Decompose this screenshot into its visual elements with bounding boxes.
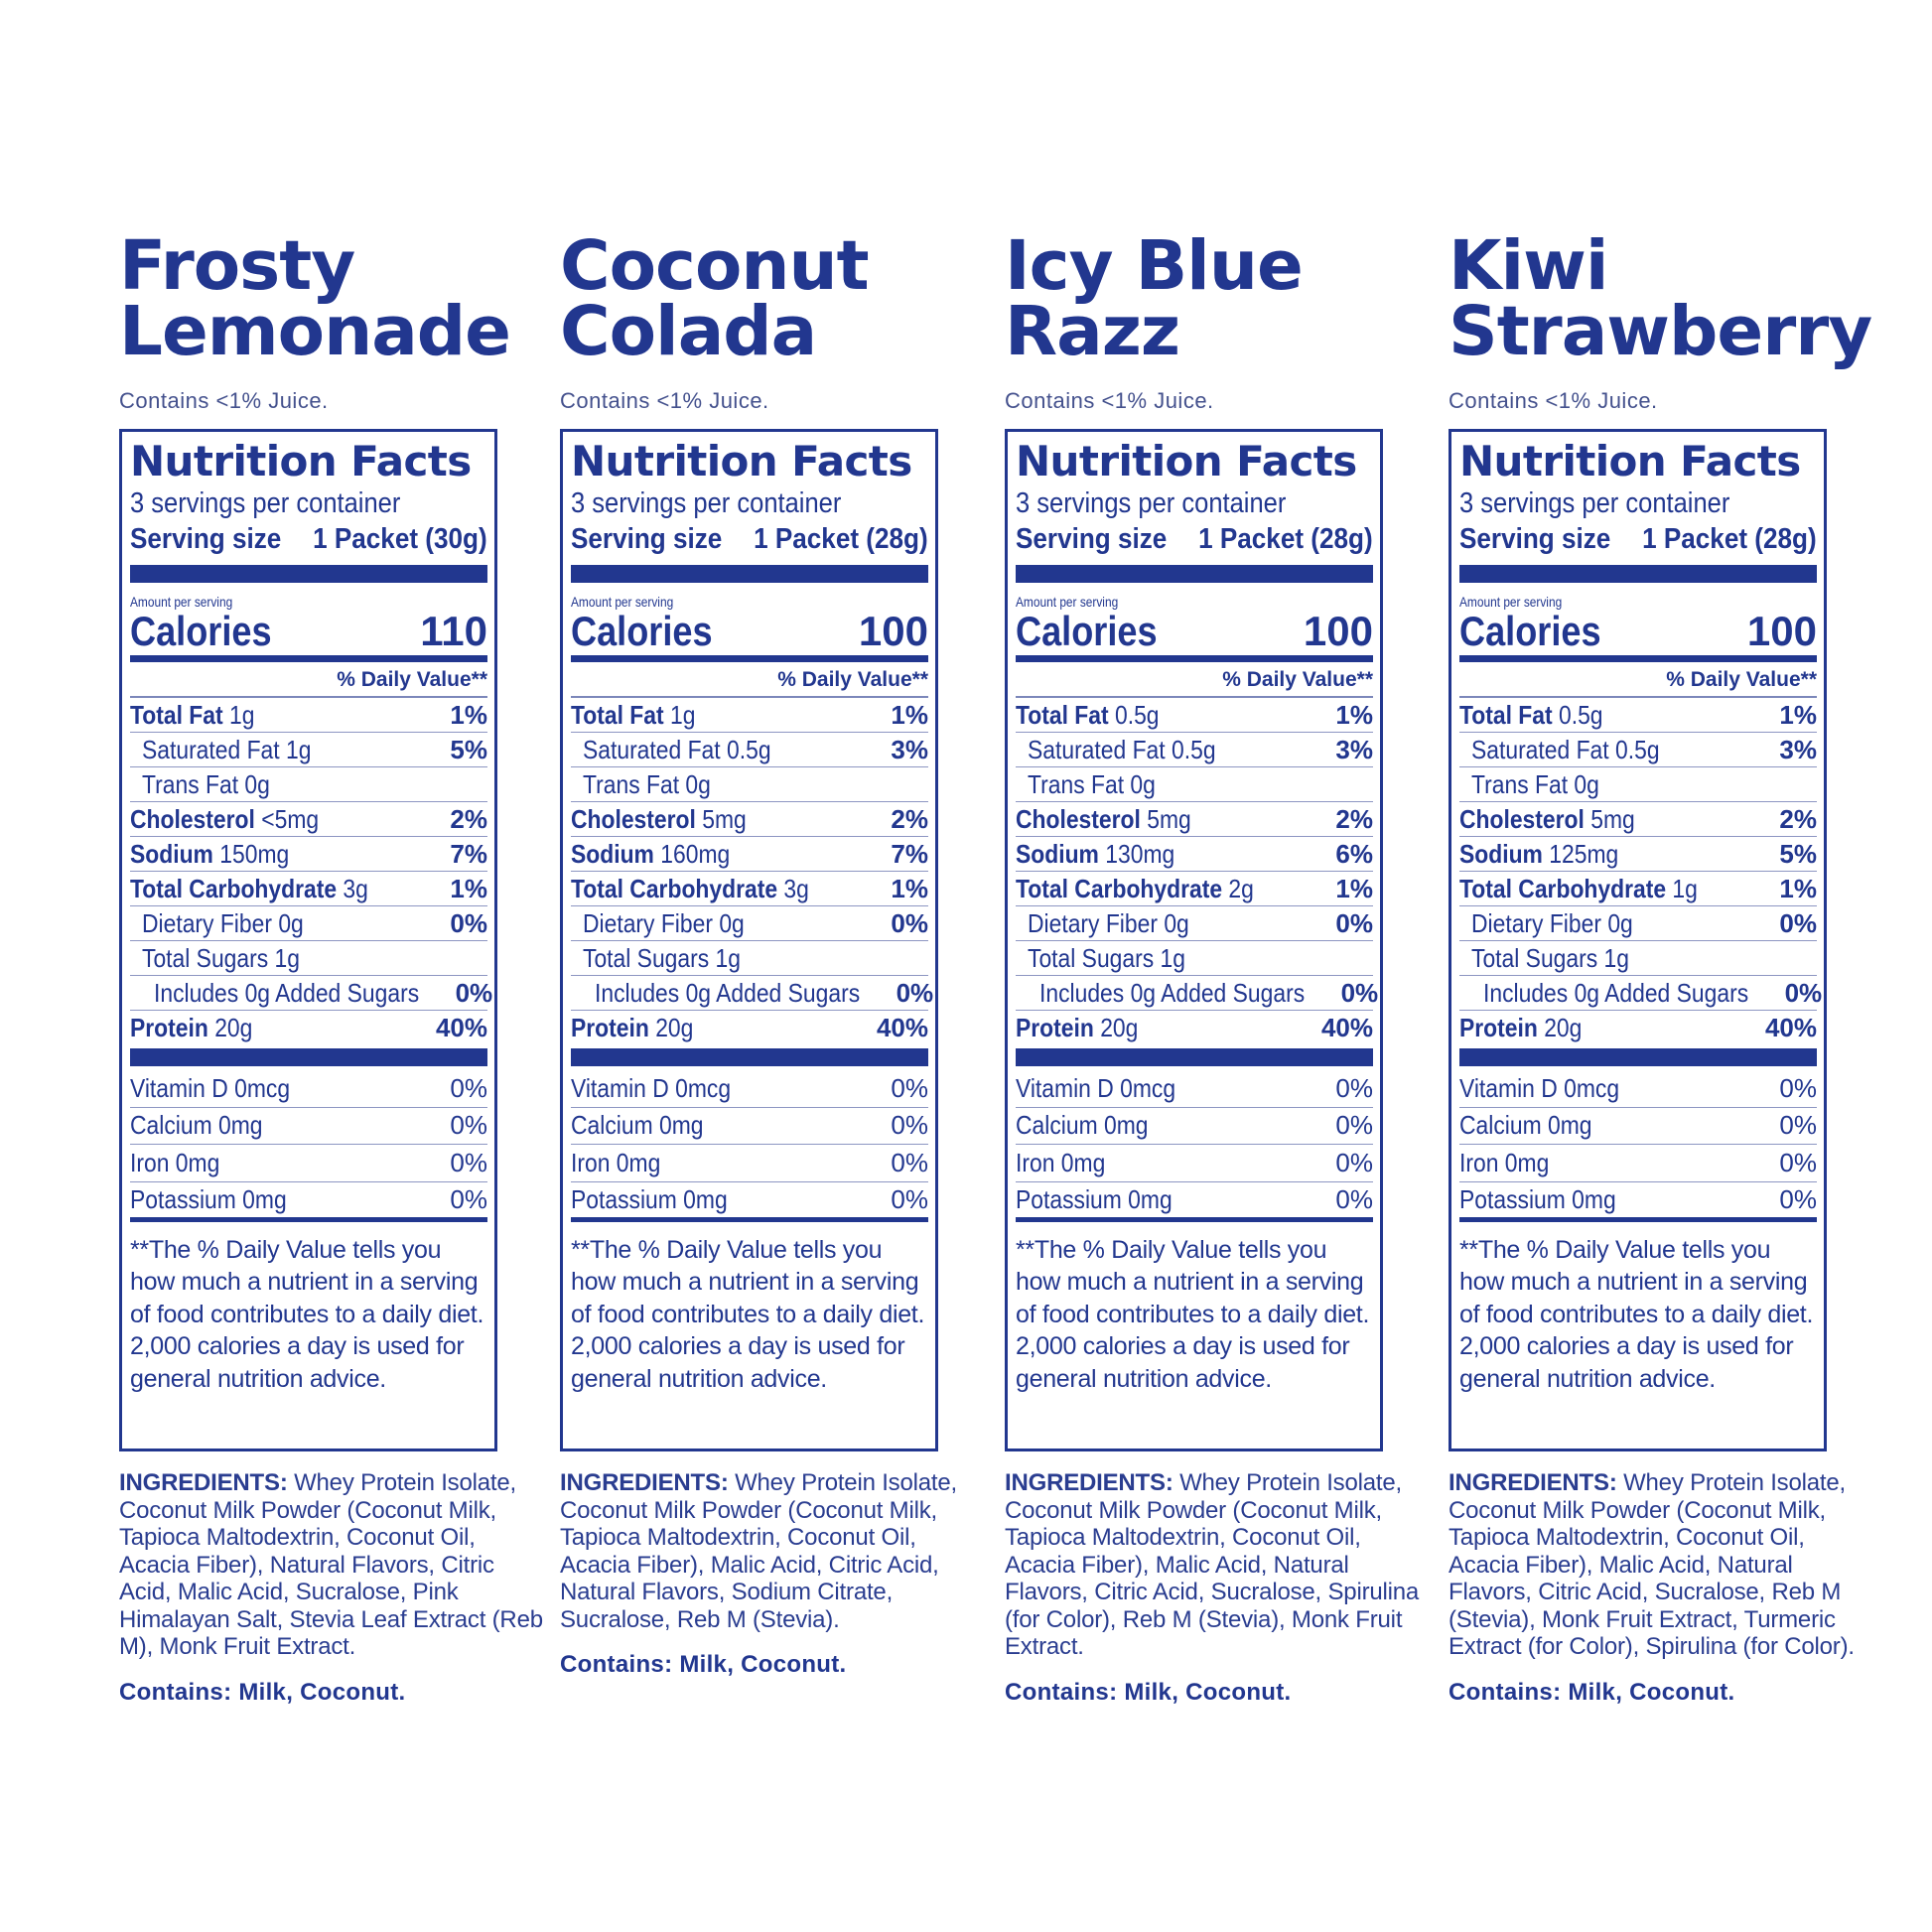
sodium-row (130, 837, 487, 872)
saturated-fat-row (1016, 733, 1373, 767)
product-column (1449, 226, 1875, 1707)
cholesterol-row (130, 802, 487, 837)
added-sugars-label: Includes 0g Added Sugars (154, 977, 420, 1008)
dietary-fiber-label: Dietary Fiber 0g (142, 907, 304, 938)
calories-label: Calories (1459, 608, 1601, 654)
total-carbohydrate-label: Total Carbohydrate (130, 873, 338, 903)
ingredients-list: Whey Protein Isolate, Coconut Milk Powder (Coconut Milk, Tapioca Maltodextrin, Coconut Oil, Acacia Fiber), Malic Acid, Natural Flavors, Citric Acid, Sucralose, Reb M (Stevia), Monk Fruit Extract, Turmeric Extract (for Color), Spirulina (for Color). (1449, 1469, 1855, 1660)
potassium-row (1016, 1182, 1373, 1222)
total-carbohydrate-row (1459, 872, 1817, 906)
saturated-fat-dv: 3% (1779, 734, 1817, 764)
cholesterol-amount: 5mg (1590, 803, 1635, 834)
ingredients-list: Whey Protein Isolate, Coconut Milk Powder (Coconut Milk, Tapioca Maltodextrin, Coconut Oil, Acacia Fiber), Natural Flavors, Citric Acid, Malic Acid, Sucralose, Pink Himalayan Salt, Stevia Leaf Extract (Reb M), Monk Fruit Extract. (119, 1469, 543, 1660)
cholesterol-label: Cholesterol (130, 803, 255, 834)
added-sugars-row (1459, 976, 1823, 1011)
juice-note: Contains <1% Juice. (119, 388, 329, 413)
daily-value-footnote: **The % Daily Value tells you how much a nutrient in a serving of food contributes to a daily diet. 2,000 calories a day is used for general nutrition advice. (130, 1235, 484, 1393)
vitamin-d-dv: 0% (1335, 1072, 1373, 1103)
added-sugars-dv: 0% (1340, 977, 1379, 1008)
protein-label: Protein (1016, 1013, 1094, 1042)
ingredients-list: Whey Protein Isolate, Coconut Milk Powder (Coconut Milk, Tapioca Maltodextrin, Coconut Oil, Acacia Fiber), Malic Acid, Natural Flavors, Citric Acid, Sucralose, Spirulina (for Color), Reb M (Stevia), Monk Fruit Extract. (1005, 1469, 1420, 1660)
total-fat-label: Total Fat (1459, 699, 1553, 730)
sodium-dv: 5% (1779, 838, 1817, 869)
serving-size-label: Serving size (1459, 523, 1611, 555)
total-fat-amount: 0.5g (1115, 699, 1160, 730)
saturated-fat-label: Saturated Fat (1028, 734, 1166, 764)
potassium-label: Potassium 0mg (130, 1183, 287, 1214)
total-fat-label: Total Fat (130, 699, 223, 730)
vitamin-d-label: Vitamin D 0mcg (1016, 1072, 1176, 1103)
servings-per-container: 3 servings per container (1459, 487, 1730, 519)
cholesterol-amount: 5mg (702, 803, 747, 834)
added-sugars-row (571, 976, 934, 1011)
trans-fat-label: Trans Fat 0g (142, 768, 270, 799)
dietary-fiber-row (1016, 906, 1373, 941)
calories-value: 110 (420, 608, 487, 654)
ingredients-list: Whey Protein Isolate, Coconut Milk Powder (Coconut Milk, Tapioca Maltodextrin, Coconut Oil, Acacia Fiber), Malic Acid, Citric Acid, Natural Flavors, Sodium Citrate, Sucralose, Reb M (Stevia). (560, 1469, 957, 1633)
amount-per-serving: Amount per serving (1459, 594, 1563, 610)
total-fat-dv: 1% (1335, 699, 1373, 730)
sodium-row (1016, 837, 1373, 872)
protein-row (130, 1011, 487, 1045)
ingredients-text (560, 1469, 987, 1633)
saturated-fat-label: Saturated Fat (1471, 734, 1609, 764)
nutrition-facts-panel (119, 429, 497, 1451)
dietary-fiber-row (571, 906, 928, 941)
cholesterol-dv: 2% (891, 803, 928, 834)
dietary-fiber-label: Dietary Fiber 0g (583, 907, 745, 938)
flavor-name-line1: Frosty (119, 226, 355, 306)
daily-value-footnote: **The % Daily Value tells you how much a nutrient in a serving of food contributes to a daily diet. 2,000 calories a day is used for general nutrition advice. (571, 1235, 925, 1393)
saturated-fat-dv: 3% (891, 734, 928, 764)
total-sugars-label: Total Sugars 1g (1028, 942, 1185, 973)
dietary-fiber-row (1459, 906, 1817, 941)
calcium-dv: 0% (1335, 1110, 1373, 1141)
cholesterol-row (571, 802, 928, 837)
saturated-fat-row (130, 733, 487, 767)
added-sugars-row (130, 976, 493, 1011)
protein-row (1016, 1011, 1373, 1045)
total-fat-amount: 1g (670, 699, 696, 730)
protein-dv: 40% (1764, 1013, 1817, 1042)
flavor-name-line2: Colada (560, 292, 817, 371)
potassium-dv: 0% (450, 1183, 487, 1214)
trans-fat-row (130, 767, 487, 802)
protein-amount: 20g (655, 1013, 694, 1042)
potassium-row (1459, 1182, 1817, 1222)
calories-label: Calories (130, 608, 272, 654)
flavor-name-line1: Icy Blue (1005, 226, 1303, 306)
vitamin-d-row (1459, 1070, 1817, 1108)
added-sugars-dv: 0% (1784, 977, 1823, 1008)
flavor-name-line2: Razz (1005, 292, 1180, 371)
serving-size-value: 1 Packet (28g) (1642, 523, 1817, 555)
cholesterol-dv: 2% (450, 803, 487, 834)
vitamin-d-row (571, 1070, 928, 1108)
iron-label: Iron 0mg (1016, 1147, 1106, 1177)
ingredients-text (1449, 1469, 1875, 1661)
vitamin-d-label: Vitamin D 0mcg (571, 1072, 732, 1103)
vitamin-d-dv: 0% (1779, 1072, 1817, 1103)
daily-value-footnote: **The % Daily Value tells you how much a nutrient in a serving of food contributes to a daily diet. 2,000 calories a day is used for general nutrition advice. (1459, 1235, 1814, 1393)
calories-label: Calories (1016, 608, 1158, 654)
calcium-label: Calcium 0mg (571, 1110, 704, 1141)
added-sugars-row (1016, 976, 1379, 1011)
vitamin-d-label: Vitamin D 0mcg (1459, 1072, 1620, 1103)
potassium-dv: 0% (1335, 1183, 1373, 1214)
nutrition-facts-panel (1449, 429, 1827, 1451)
iron-row (1016, 1145, 1373, 1182)
iron-row (1459, 1145, 1817, 1182)
protein-amount: 20g (1544, 1013, 1583, 1042)
saturated-fat-amount: 0.5g (1172, 734, 1216, 764)
protein-label: Protein (130, 1013, 208, 1042)
total-carbohydrate-dv: 1% (450, 873, 487, 903)
potassium-dv: 0% (1779, 1183, 1817, 1214)
serving-size-row (571, 520, 928, 558)
dietary-fiber-row (130, 906, 487, 941)
daily-value-header: % Daily Value** (1016, 662, 1373, 698)
serving-size-label: Serving size (130, 523, 282, 555)
total-sugars-row (571, 941, 928, 976)
dietary-fiber-label: Dietary Fiber 0g (1471, 907, 1633, 938)
thick-divider (571, 1048, 928, 1066)
nutrition-facts-panel (1005, 429, 1383, 1451)
calcium-row (1459, 1108, 1817, 1146)
flavor-name-line1: Kiwi (1449, 226, 1608, 306)
flavor-name-line2: Strawberry (1449, 292, 1872, 371)
saturated-fat-amount: 0.5g (727, 734, 771, 764)
ingredients-label: INGREDIENTS: (1005, 1469, 1173, 1496)
vitamin-d-dv: 0% (891, 1072, 928, 1103)
ingredients-label: INGREDIENTS: (119, 1469, 288, 1496)
calories-value: 100 (1746, 608, 1817, 654)
trans-fat-label: Trans Fat 0g (1028, 768, 1156, 799)
servings-per-container: 3 servings per container (1016, 487, 1287, 519)
flavor-name-line2: Lemonade (119, 292, 510, 371)
calories-value: 100 (1303, 608, 1373, 654)
cholesterol-dv: 2% (1335, 803, 1373, 834)
saturated-fat-row (571, 733, 928, 767)
flavor-name (1005, 226, 1432, 371)
total-carbohydrate-row (571, 872, 928, 906)
thick-divider (1459, 1048, 1817, 1066)
iron-dv: 0% (1779, 1147, 1817, 1177)
sodium-dv: 6% (1335, 838, 1373, 869)
potassium-label: Potassium 0mg (1016, 1183, 1173, 1214)
sodium-label: Sodium (130, 838, 213, 869)
total-carbohydrate-amount: 2g (1228, 873, 1254, 903)
serving-size-row (1459, 520, 1817, 558)
protein-row (1459, 1011, 1817, 1045)
sodium-label: Sodium (1016, 838, 1099, 869)
daily-value-footnote: **The % Daily Value tells you how much a nutrient in a serving of food contributes to a daily diet. 2,000 calories a day is used for general nutrition advice. (1016, 1235, 1370, 1393)
total-carbohydrate-label: Total Carbohydrate (571, 873, 778, 903)
total-fat-row (571, 698, 928, 733)
nutrition-facts-title: Nutrition Facts (571, 437, 912, 485)
thick-divider (571, 565, 928, 583)
calcium-label: Calcium 0mg (1459, 1110, 1592, 1141)
iron-label: Iron 0mg (1459, 1147, 1550, 1177)
vitamin-d-dv: 0% (450, 1072, 487, 1103)
iron-label: Iron 0mg (130, 1147, 220, 1177)
sodium-label: Sodium (1459, 838, 1543, 869)
total-fat-row (130, 698, 487, 733)
sodium-amount: 150mg (219, 838, 290, 869)
calories-label: Calories (571, 608, 713, 654)
total-carbohydrate-amount: 3g (783, 873, 809, 903)
total-sugars-label: Total Sugars 1g (142, 942, 300, 973)
juice-note: Contains <1% Juice. (1449, 388, 1658, 413)
potassium-label: Potassium 0mg (1459, 1183, 1616, 1214)
flavor-name-line1: Coconut (560, 226, 869, 306)
total-fat-label: Total Fat (1016, 699, 1109, 730)
sodium-label: Sodium (571, 838, 654, 869)
protein-dv: 40% (435, 1013, 487, 1042)
added-sugars-label: Includes 0g Added Sugars (1039, 977, 1306, 1008)
total-carbohydrate-label: Total Carbohydrate (1016, 873, 1223, 903)
potassium-label: Potassium 0mg (571, 1183, 728, 1214)
calcium-row (130, 1108, 487, 1146)
vitamin-d-row (130, 1070, 487, 1108)
calcium-label: Calcium 0mg (130, 1110, 263, 1141)
juice-note: Contains <1% Juice. (1005, 388, 1214, 413)
servings-per-container: 3 servings per container (571, 487, 842, 519)
sodium-amount: 130mg (1105, 838, 1175, 869)
amount-per-serving: Amount per serving (130, 594, 233, 610)
vitamin-d-row (1016, 1070, 1373, 1108)
dietary-fiber-dv: 0% (450, 907, 487, 938)
iron-dv: 0% (1335, 1147, 1373, 1177)
calcium-dv: 0% (1779, 1110, 1817, 1141)
iron-row (130, 1145, 487, 1182)
sodium-dv: 7% (891, 838, 928, 869)
flavor-name (560, 226, 987, 371)
protein-label: Protein (1459, 1013, 1538, 1042)
total-fat-dv: 1% (891, 699, 928, 730)
saturated-fat-amount: 1g (286, 734, 312, 764)
thick-divider (1016, 1048, 1373, 1066)
calories-row (130, 610, 487, 662)
potassium-row (130, 1182, 487, 1222)
added-sugars-label: Includes 0g Added Sugars (1483, 977, 1749, 1008)
ingredients-label: INGREDIENTS: (560, 1469, 729, 1496)
cholesterol-label: Cholesterol (571, 803, 696, 834)
nutrition-facts-panel (560, 429, 938, 1451)
ingredients-text (1005, 1469, 1432, 1661)
iron-label: Iron 0mg (571, 1147, 661, 1177)
thick-divider (1016, 565, 1373, 583)
saturated-fat-label: Saturated Fat (142, 734, 280, 764)
daily-value-header: % Daily Value** (571, 662, 928, 698)
protein-dv: 40% (876, 1013, 928, 1042)
nutrition-facts-title: Nutrition Facts (1016, 437, 1357, 485)
total-fat-dv: 1% (1779, 699, 1817, 730)
serving-size-row (130, 520, 487, 558)
nutrition-facts-title: Nutrition Facts (1459, 437, 1801, 485)
saturated-fat-row (1459, 733, 1817, 767)
total-carbohydrate-amount: 1g (1672, 873, 1698, 903)
serving-size-row (1016, 520, 1373, 558)
thick-divider (130, 1048, 487, 1066)
dietary-fiber-dv: 0% (1779, 907, 1817, 938)
calcium-row (1016, 1108, 1373, 1146)
servings-per-container: 3 servings per container (130, 487, 401, 519)
iron-dv: 0% (450, 1147, 487, 1177)
ingredients-label: INGREDIENTS: (1449, 1469, 1617, 1496)
total-carbohydrate-row (1016, 872, 1373, 906)
daily-value-header: % Daily Value** (130, 662, 487, 698)
protein-amount: 20g (1100, 1013, 1139, 1042)
calcium-dv: 0% (891, 1110, 928, 1141)
juice-note: Contains <1% Juice. (560, 388, 769, 413)
nutrition-facts-title: Nutrition Facts (130, 437, 472, 485)
trans-fat-row (1016, 767, 1373, 802)
serving-size-value: 1 Packet (28g) (1198, 523, 1373, 555)
calories-row (1459, 610, 1817, 662)
cholesterol-amount: 5mg (1147, 803, 1191, 834)
potassium-row (571, 1182, 928, 1222)
cholesterol-amount: <5mg (261, 803, 320, 834)
flavor-name (1449, 226, 1875, 371)
sodium-dv: 7% (450, 838, 487, 869)
total-carbohydrate-dv: 1% (1335, 873, 1373, 903)
trans-fat-label: Trans Fat 0g (1471, 768, 1599, 799)
cholesterol-row (1459, 802, 1817, 837)
total-fat-amount: 1g (229, 699, 255, 730)
total-fat-amount: 0.5g (1559, 699, 1603, 730)
total-carbohydrate-dv: 1% (891, 873, 928, 903)
sodium-row (1459, 837, 1817, 872)
saturated-fat-dv: 3% (1335, 734, 1373, 764)
protein-amount: 20g (214, 1013, 253, 1042)
dietary-fiber-dv: 0% (891, 907, 928, 938)
total-carbohydrate-label: Total Carbohydrate (1459, 873, 1667, 903)
sodium-amount: 160mg (660, 838, 731, 869)
product-column (560, 226, 987, 1679)
calcium-label: Calcium 0mg (1016, 1110, 1149, 1141)
protein-row (571, 1011, 928, 1045)
potassium-dv: 0% (891, 1183, 928, 1214)
cholesterol-row (1016, 802, 1373, 837)
serving-size-value: 1 Packet (28g) (754, 523, 928, 555)
trans-fat-row (1459, 767, 1817, 802)
iron-dv: 0% (891, 1147, 928, 1177)
calcium-row (571, 1108, 928, 1146)
product-column (1005, 226, 1432, 1707)
protein-dv: 40% (1320, 1013, 1373, 1042)
amount-per-serving: Amount per serving (1016, 594, 1119, 610)
product-column (119, 226, 546, 1707)
total-carbohydrate-row (130, 872, 487, 906)
calories-row (1016, 610, 1373, 662)
amount-per-serving: Amount per serving (571, 594, 674, 610)
added-sugars-dv: 0% (896, 977, 934, 1008)
saturated-fat-amount: 0.5g (1615, 734, 1660, 764)
allergen-statement: Contains: Milk, Coconut. (560, 1651, 847, 1678)
flavor-name (119, 226, 546, 371)
trans-fat-row (571, 767, 928, 802)
serving-size-value: 1 Packet (30g) (313, 523, 487, 555)
total-sugars-label: Total Sugars 1g (583, 942, 741, 973)
vitamin-d-label: Vitamin D 0mcg (130, 1072, 291, 1103)
daily-value-header: % Daily Value** (1459, 662, 1817, 698)
allergen-statement: Contains: Milk, Coconut. (1449, 1678, 1735, 1706)
cholesterol-dv: 2% (1779, 803, 1817, 834)
calories-value: 100 (858, 608, 928, 654)
serving-size-label: Serving size (571, 523, 723, 555)
serving-size-label: Serving size (1016, 523, 1168, 555)
iron-row (571, 1145, 928, 1182)
total-sugars-row (1016, 941, 1373, 976)
calcium-dv: 0% (450, 1110, 487, 1141)
cholesterol-label: Cholesterol (1459, 803, 1585, 834)
total-carbohydrate-dv: 1% (1779, 873, 1817, 903)
total-carbohydrate-amount: 3g (343, 873, 368, 903)
cholesterol-label: Cholesterol (1016, 803, 1141, 834)
thick-divider (1459, 565, 1817, 583)
total-fat-row (1459, 698, 1817, 733)
allergen-statement: Contains: Milk, Coconut. (119, 1678, 406, 1706)
total-sugars-label: Total Sugars 1g (1471, 942, 1629, 973)
total-sugars-row (130, 941, 487, 976)
dietary-fiber-dv: 0% (1335, 907, 1373, 938)
added-sugars-dv: 0% (455, 977, 493, 1008)
sodium-row (571, 837, 928, 872)
calories-row (571, 610, 928, 662)
total-sugars-row (1459, 941, 1817, 976)
thick-divider (130, 565, 487, 583)
dietary-fiber-label: Dietary Fiber 0g (1028, 907, 1189, 938)
total-fat-label: Total Fat (571, 699, 664, 730)
sodium-amount: 125mg (1549, 838, 1619, 869)
saturated-fat-label: Saturated Fat (583, 734, 721, 764)
trans-fat-label: Trans Fat 0g (583, 768, 711, 799)
saturated-fat-dv: 5% (450, 734, 487, 764)
ingredients-text (119, 1469, 546, 1661)
protein-label: Protein (571, 1013, 649, 1042)
allergen-statement: Contains: Milk, Coconut. (1005, 1678, 1292, 1706)
total-fat-dv: 1% (450, 699, 487, 730)
added-sugars-label: Includes 0g Added Sugars (595, 977, 861, 1008)
total-fat-row (1016, 698, 1373, 733)
